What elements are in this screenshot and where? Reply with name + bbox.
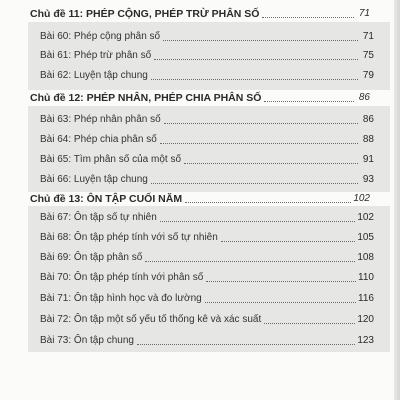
lesson-row [28,150,374,166]
lesson-row [28,208,374,224]
dot-leader [264,322,355,324]
dot-leader [160,220,356,222]
lesson-page: 108 [357,252,374,263]
lesson-title: Bài 69: Ôn tập phân số [40,252,143,263]
dot-leader [205,301,356,303]
chapter-heading [30,88,370,104]
chapter-page: 71 [358,8,370,19]
lesson-row [28,110,374,126]
chapter-title: Chủ đề 12: PHÉP NHÂN, PHÉP CHIA PHÂN SỐ [30,92,262,104]
lesson-row [28,289,374,305]
lesson-page: 123 [357,335,374,346]
lesson-title: Bài 67: Ôn tập số tự nhiên [40,212,157,223]
lesson-row [28,46,374,62]
lesson-page: 71 [362,31,374,42]
lesson-title: Bài 62: Luyện tập chung [40,70,148,81]
dot-leader [154,58,358,60]
dot-leader [160,142,358,144]
lesson-page: 79 [362,70,374,81]
dot-leader [262,16,354,18]
lesson-title: Bài 73: Ôn tập chung [40,335,134,346]
chapter-page: 102 [353,193,370,204]
lesson-row [28,331,374,347]
lesson-page: 91 [362,154,374,165]
dot-leader [221,240,356,242]
chapter-section [28,206,390,352]
chapter-section [28,106,390,192]
lesson-page: 120 [357,314,374,325]
dot-leader [151,78,358,80]
lesson-row [28,27,374,43]
dot-leader [137,343,355,345]
dot-leader [184,162,358,164]
lesson-page: 105 [357,232,374,243]
lesson-title: Bài 71: Ôn tập hình học và đo lường [40,293,202,304]
dot-leader [185,201,351,203]
lesson-page: 110 [358,272,374,283]
lesson-title: Bài 64: Phép chia phân số [40,134,157,145]
dot-leader [145,260,355,262]
lesson-title: Bài 61: Phép trừ phân số [40,50,152,61]
lesson-title: Bài 70: Ôn tập phép tính với phân số [40,272,204,283]
lesson-row [28,310,374,326]
chapter-title: Chủ đề 11: PHÉP CỘNG, PHÉP TRỪ PHÂN SỐ [30,8,260,20]
lesson-page: 88 [362,134,374,145]
chapter-title: Chủ đề 13: ÔN TẬP CUỐI NĂM [30,193,183,205]
chapter-page: 86 [358,92,370,103]
chapter-heading [30,189,370,205]
lesson-page: 116 [358,293,374,304]
chapter-heading [30,4,370,20]
lesson-page: 93 [362,174,374,185]
chapter-section [28,22,390,90]
lesson-title: Bài 72: Ôn tập một số yếu tố thống kê và xác suất [40,314,262,325]
lesson-title: Bài 63: Phép nhân phân số [40,114,161,125]
lesson-row [28,66,374,82]
lesson-row [28,130,374,146]
lesson-page: 86 [362,114,374,125]
lesson-page: 102 [357,212,374,223]
lesson-title: Bài 60: Phép cộng phân số [40,31,161,42]
lesson-title: Bài 66: Luyện tập chung [40,174,148,185]
page-edge [394,0,400,400]
lesson-row [28,248,374,264]
dot-leader [163,39,358,41]
dot-leader [206,280,356,282]
lesson-title: Bài 68: Ôn tập phép tính với số tự nhiên [40,232,218,243]
lesson-page: 75 [362,50,374,61]
dot-leader [164,122,358,124]
lesson-row [28,228,374,244]
lesson-row [28,170,374,186]
dot-leader [264,100,354,102]
lesson-row [28,268,374,284]
dot-leader [151,182,358,184]
lesson-title: Bài 65: Tìm phân số của một số [40,154,182,165]
